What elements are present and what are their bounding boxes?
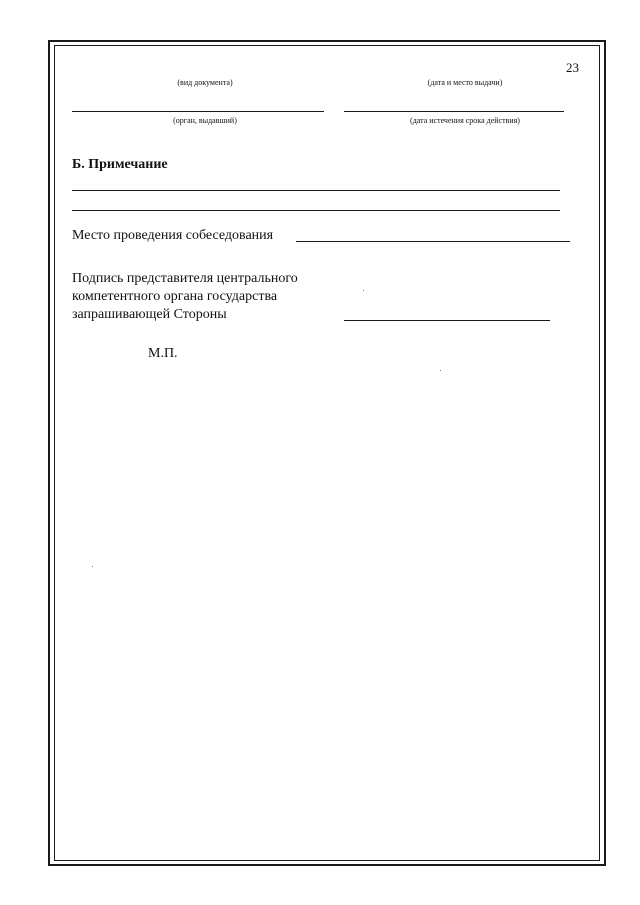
- scan-speck: [92, 566, 93, 567]
- page-number: 23: [566, 60, 579, 75]
- issuer-blank-line[interactable]: [72, 111, 324, 112]
- interview-place-blank-line[interactable]: [296, 241, 570, 242]
- scan-speck: [440, 370, 441, 371]
- expiry-blank-line[interactable]: [344, 111, 564, 112]
- note-blank-line-1[interactable]: [72, 190, 560, 191]
- signature-blank-line[interactable]: [344, 320, 550, 321]
- signature-label-line-1: Подпись представителя центрального: [72, 271, 298, 286]
- note-blank-line-2[interactable]: [72, 210, 560, 211]
- expiry-caption: (дата истечения срока действия): [410, 116, 520, 125]
- scan-speck: [363, 290, 364, 291]
- signature-label-line-3: запрашивающей Стороны: [72, 307, 227, 322]
- stamp-label: М.П.: [148, 346, 178, 361]
- issue-date-place-caption: (дата и место выдачи): [427, 78, 503, 87]
- signature-label-line-2: компетентного органа государства: [72, 289, 278, 304]
- interview-place-label: Место проведения собеседования: [72, 228, 274, 243]
- issuer-caption: (орган, выдавший): [173, 116, 237, 125]
- section-b-heading: Б. Примечание: [72, 157, 168, 172]
- doc-type-caption: (вид документа): [177, 78, 233, 87]
